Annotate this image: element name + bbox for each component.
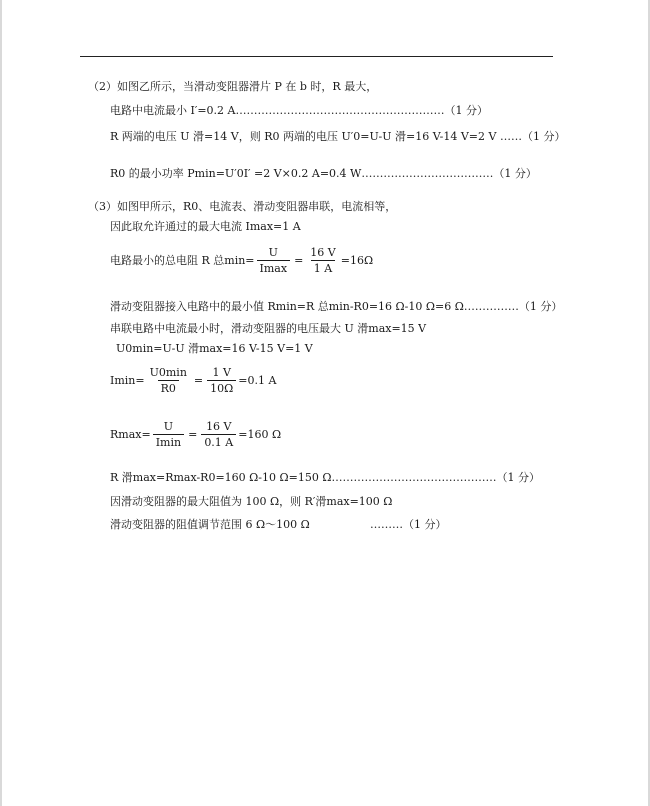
eq1-frac2 [307,246,338,275]
part3-max-current: 因此取允许通过的最大电流 Imax=1 A [110,220,301,233]
part2-voltage: R 两端的电压 U 滑=14 V，则 R0 两端的电压 U′0=U-U 滑=16 V-14 V=2 V ……（1 分） [110,130,566,143]
eq3-den1: Imin [153,434,184,449]
eq1-lhs: 电路最小的总电阻 R 总min= [110,253,255,267]
part3-slider-rmax: R 滑max=Rmax-R0=160 Ω-10 Ω=150 Ω………………………………………（1 分） [110,471,540,484]
eq2-rhs: =0.1 A [238,373,277,387]
eq3-equals: = [188,427,198,441]
eq3-num2: 16 V [206,420,232,433]
part2-min-power: R0 的最小功率 Pmin=U′0I′ =2 V×0.2 A=0.4 W………………………………（1 分） [110,167,537,180]
eq2-den2: 10Ω [207,380,236,395]
header-rule [80,56,553,57]
part3-max-slider-v: 串联电路中电流最小时，滑动变阻器的电压最大 U 滑max=15 V [110,322,427,335]
eq1-num1: U [268,246,278,259]
eq1-den2: 1 A [311,260,335,275]
eq3-rhs: =160 Ω [238,427,282,441]
eq3-den2: 0.1 A [201,434,236,449]
eq2-equals: = [193,373,204,387]
part3-slider-limit: 因滑动变阻器的最大阻值为 100 Ω，则 R′滑max=100 Ω [110,495,393,508]
eq1-frac1 [257,246,291,275]
part3-u0min: U0min=U-U 滑max=16 V-15 V=1 V [116,342,313,355]
eq3-frac2 [201,420,236,449]
equation-rmax [110,420,281,449]
eq2-num2: 1 V [212,366,231,379]
part3-min-slider-r: 滑动变阻器接入电路中的最小值 Rmin=R 总min-R0=16 Ω-10 Ω=6 Ω……………（1 分） [110,300,563,313]
eq3-lhs: Rmax= [110,427,151,441]
part2-min-current: 电路中电流最小 I′=0.2 A…………………………………………………（1 分） [110,104,488,117]
eq3-frac1 [153,420,184,449]
eq2-frac2 [207,366,236,395]
eq1-num2: 16 V [310,246,336,259]
eq1-rhs: =16Ω [340,253,374,267]
eq2-num1: U0min [149,366,187,379]
eq2-den1: R0 [158,380,179,395]
left-border [0,0,2,806]
eq2-lhs: Imin= [110,373,145,387]
part3-range-score: ………（1 分） [370,518,447,531]
part3-heading: （3）如图甲所示，R0、电流表、滑动变阻器串联，电流相等， [88,200,397,213]
equation-imin [110,366,276,395]
eq2-frac1 [147,366,190,395]
eq1-den1: Imax [257,260,291,275]
part3-range: 滑动变阻器的阻值调节范围 6 Ω～100 Ω [110,518,310,531]
eq3-num1: U [163,420,174,433]
equation-total-resistance [110,246,373,275]
part2-heading: （2）如图乙所示，当滑动变阻器滑片 P 在 b 时，R 最大， [88,80,378,93]
eq1-equals: = [294,253,304,267]
